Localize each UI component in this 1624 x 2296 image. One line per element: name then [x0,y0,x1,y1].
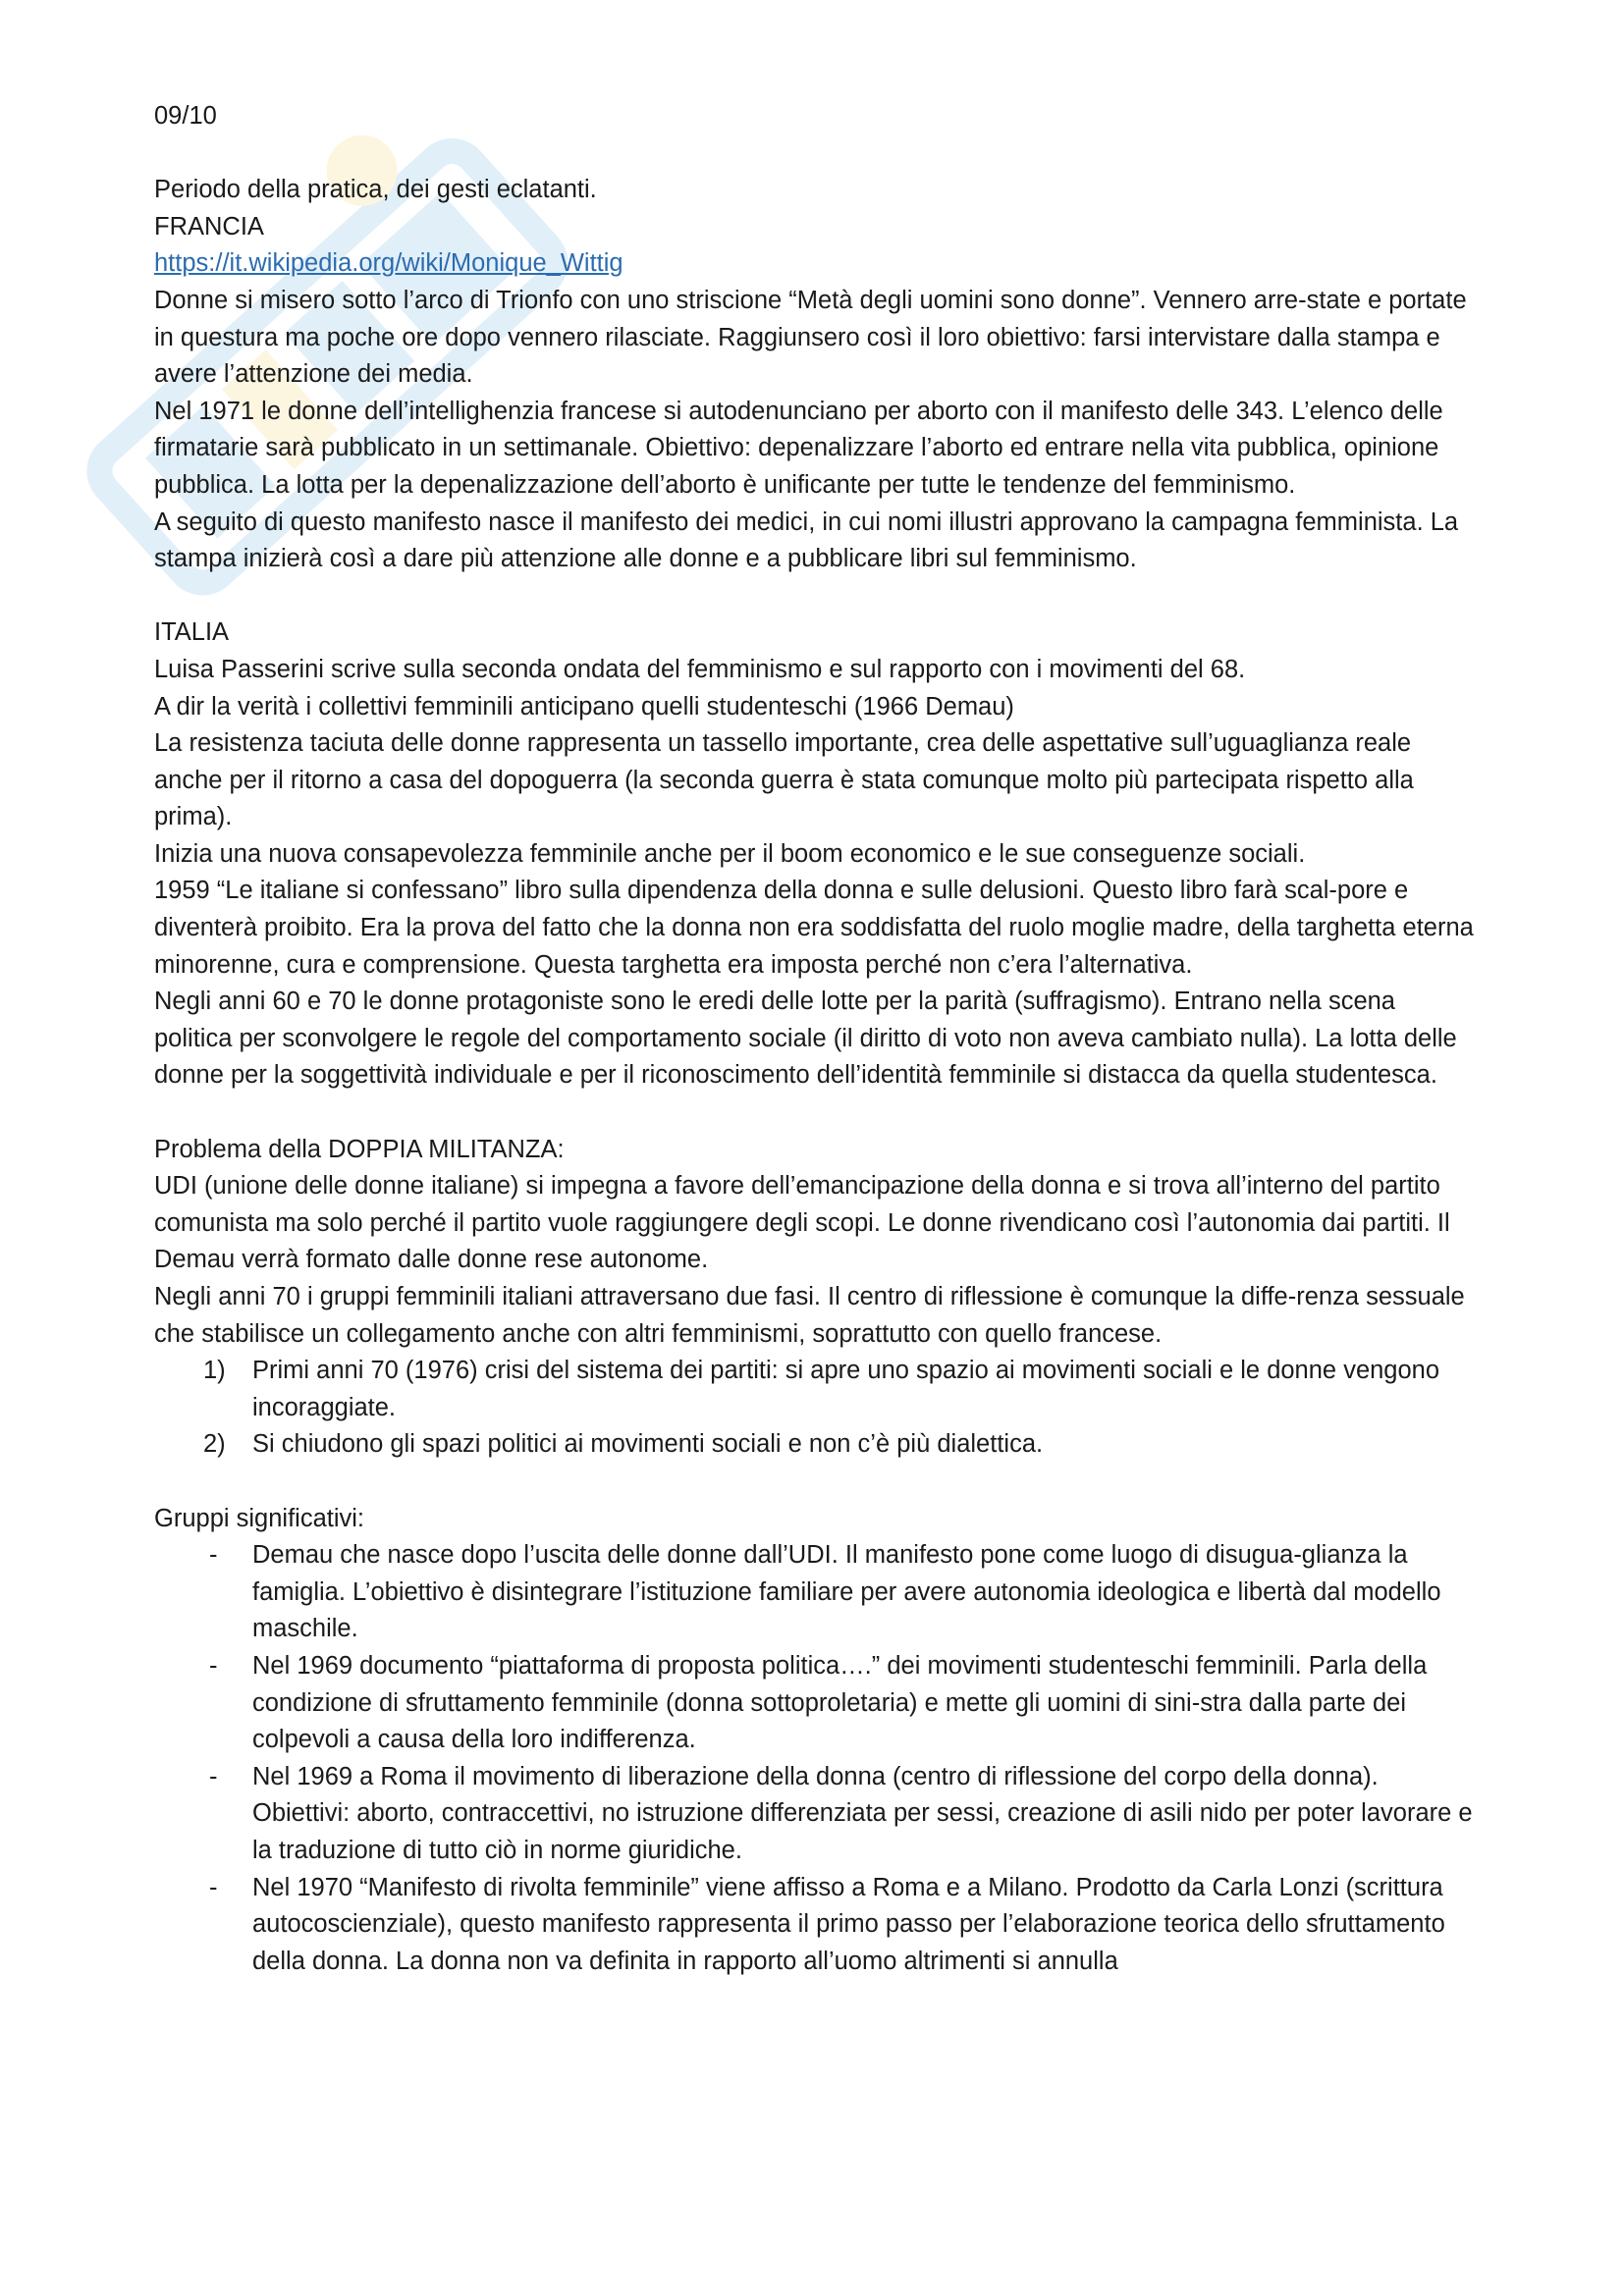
list-item [154,1426,1480,1464]
list-item-text: Si chiudono gli spazi politici ai movimenti sociali e non c’è più dialettica. [252,1430,1044,1459]
list-dash: - [209,1873,218,1901]
list-item [154,1353,1480,1426]
paragraph: UDI (unione delle donne italiane) si impegna a favore dell’emancipazione della donna e si trova all’interno del partito comunista ma solo perché il partito vuole raggiungere degli scopi. Le donne rivendicano così l’autonomia dai partiti. Il Demau verrà formato dalle donne rese autonome. [154,1172,1450,1274]
paragraph: Donne si misero sotto l’arco di Trionfo con uno striscione “Metà degli uomini sono donne”. Vennero arre-state e portate in questura ma poche ore dopo vennero rilasciate. Raggiunsero così il loro obiettivo: farsi intervistare dalla stampa e avere l’attenzione dei media. [154,286,1467,389]
paragraph: 1959 “Le italiane si confessano” libro sulla dipendenza della donna e sulle delusioni. Questo libro farà scal-pore e diventerà proibito. Era la prova del fatto che la donna non era soddisfatta del ruolo moglie madre, della targhetta eterna minorenne, cura e comprensione. Questa targhetta era imposta perché non c’era l’alternativa. [154,877,1474,979]
list-dash: - [209,1762,218,1790]
list-item [154,1648,1480,1759]
heading-gruppi: Gruppi significativi: [154,1504,364,1532]
list-number: 2) [203,1430,226,1459]
paragraph: Inizia una nuova consapevolezza femminile anche per il boom economico e le sue conseguenze sociali. [154,839,1306,868]
list-item [154,1537,1480,1648]
paragraph: Luisa Passerini scrive sulla seconda ondata del femminismo e sul rapporto con i movimenti del 68. [154,655,1246,683]
paragraph: Nel 1971 le donne dell’intellighenzia francese si autodenunciano per aborto con il manifesto delle 343. L’elenco delle firmatarie sarà pubblicato in un settimanale. Obiettivo: depenalizzare l’aborto ed entrare nella vita pubblica, opinione pubblica. La lotta per la depenalizzazione dell’aborto è unificante per tutte le tendenze del femminismo. [154,397,1443,499]
date-label: 09/10 [154,102,217,130]
list-item-text: Demau che nasce dopo l’uscita delle donne dall’UDI. Il manifesto pone come luogo di disugua-glianza la famiglia. L’obiettivo è disintegrare l’istituzione familiare per avere autonomia ideologica e libertà dal modello maschile. [252,1541,1441,1643]
list-dash: - [209,1541,218,1570]
paragraph: Negli anni 60 e 70 le donne protagoniste sono le eredi delle lotte per la parità (suffragismo). Entrano nella scena politica per sconvolgere le regole del comportamento sociale (il diritto di voto non aveva cambiato nulla). La lotta delle donne per la soggettività individuale e per il riconoscimento dell’identità femminile si distacca da quella studentesca. [154,988,1457,1090]
heading-doppia-militanza: Problema della DOPPIA MILITANZA: [154,1135,565,1163]
paragraph: A seguito di questo manifesto nasce il manifesto dei medici, in cui nomi illustri approvano la campagna femminista. La stampa inizierà così a dare più attenzione alle donne e a pubblicare libri sul femminismo. [154,507,1459,573]
paragraph: Negli anni 70 i gruppi femminili italiani attraversano due fasi. Il centro di riflessione è comunque la diffe-renza sessuale che stabilisce un collegamento anche con altri femminismi, soprattutto con quello francese. [154,1283,1465,1348]
list-dash: - [209,1651,218,1680]
wikipedia-link[interactable]: https://it.wikipedia.org/wiki/Monique_Wittig [154,249,623,278]
list-item [154,1759,1480,1870]
phases-list [154,1353,1480,1464]
list-item-text: Nel 1969 documento “piattaforma di proposta politica….” dei movimenti studenteschi femminili. Parla della condizione di sfruttamento femminile (donna sottoproletaria) e mette gli uomini di sini-stra dalla parte dei colpevoli a causa della loro indifferenza. [252,1651,1428,1754]
list-number: 1) [203,1357,226,1385]
list-item-text: Nel 1970 “Manifesto di rivolta femminile” viene affisso a Roma e a Milano. Prodotto da Carla Lonzi (scrittura autocoscienziale), questo manifesto rappresenta il primo passo per l’elaborazione teorica dello sfruttamento della donna. La donna non va definita in rapporto all’uomo altrimenti si annulla [252,1873,1445,1975]
intro-line: Periodo della pratica, dei gesti eclatanti. [154,176,597,204]
heading-italia: ITALIA [154,618,230,647]
list-item-text: Primi anni 70 (1976) crisi del sistema dei partiti: si apre uno spazio ai movimenti sociali e le donne vengono incoraggiate. [252,1357,1440,1421]
document-body [154,98,1480,1980]
groups-list [154,1537,1480,1980]
list-item [154,1870,1480,1981]
list-item-text: Nel 1969 a Roma il movimento di liberazione della donna (centro di riflessione del corpo della donna). Obiettivi: aborto, contraccettivi, no istruzione differenziata per sessi, creazione di asili nido per poter lavorare e la traduzione di tutto ciò in norme giuridiche. [252,1762,1473,1864]
paragraph: A dir la verità i collettivi femminili anticipano quelli studenteschi (1966 Demau) [154,692,1014,721]
heading-francia: FRANCIA [154,212,264,240]
paragraph: La resistenza taciuta delle donne rappresenta un tassello importante, crea delle aspettative sull’uguaglianza reale anche per il ritorno a casa del dopoguerra (la seconda guerra è stata comunque molto più partecipata rispetto alla prima). [154,729,1414,831]
